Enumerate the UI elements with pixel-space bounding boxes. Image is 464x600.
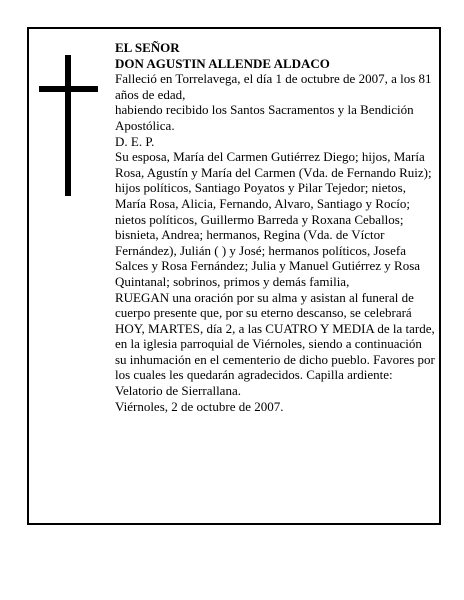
deceased-name: DON AGUSTIN ALLENDE ALDACO: [115, 55, 330, 71]
dep-line: D. E. P.: [115, 133, 155, 149]
cross-vertical-bar: [65, 55, 71, 196]
family-paragraph: Su esposa, María del Carmen Gutiérrez Diego; hijos, María Rosa, Agustín y María del Carmen (Vda. de Fernando Ruiz); hijos políticos, Santiago Poyatos y Pilar Tejedor; nietos, María Rosa, Alicia, Fernando, Alvaro, Santiago y Rocío; nietos políticos, Guillermo Barreda y Roxana Ceballos; bisnieta, Andrea; hermanos, Regina (Vda. de Víctor Fernández), Julián ( ) y José; hermanos políticos, Josefa Salces y Rosa Fernández; Julia y Manuel Gutiérrez y Rosa Quintanal; sobrinos, primos y demás familia,: [115, 149, 432, 289]
sacraments-notice: habiendo recibido los Santos Sacramentos y la Bendición Apostólica.: [115, 102, 414, 133]
cross-horizontal-bar: [39, 86, 98, 92]
death-notice: Falleció en Torrelavega, el día 1 de octubre de 2007, a los 81 años de edad,: [115, 71, 432, 102]
funeral-request: RUEGAN una oración por su alma y asistan al funeral de cuerpo presente que, por su eterno descanso, se celebrará HOY, MARTES, día 2, a las CUATRO Y MEDIA de la tarde, en la iglesia parroquial de Viérnoles, siendo a continuación su inhumación en el cementerio de dicho pueblo. Favores por los cuales les quedarán agradecidos. Capilla ardiente: Velatorio de Sierrallana.: [115, 289, 435, 399]
title-line1: EL SEÑOR: [115, 40, 180, 55]
place-date: Viérnoles, 2 de octubre de 2007.: [115, 398, 284, 414]
obituary-text: [115, 40, 435, 414]
